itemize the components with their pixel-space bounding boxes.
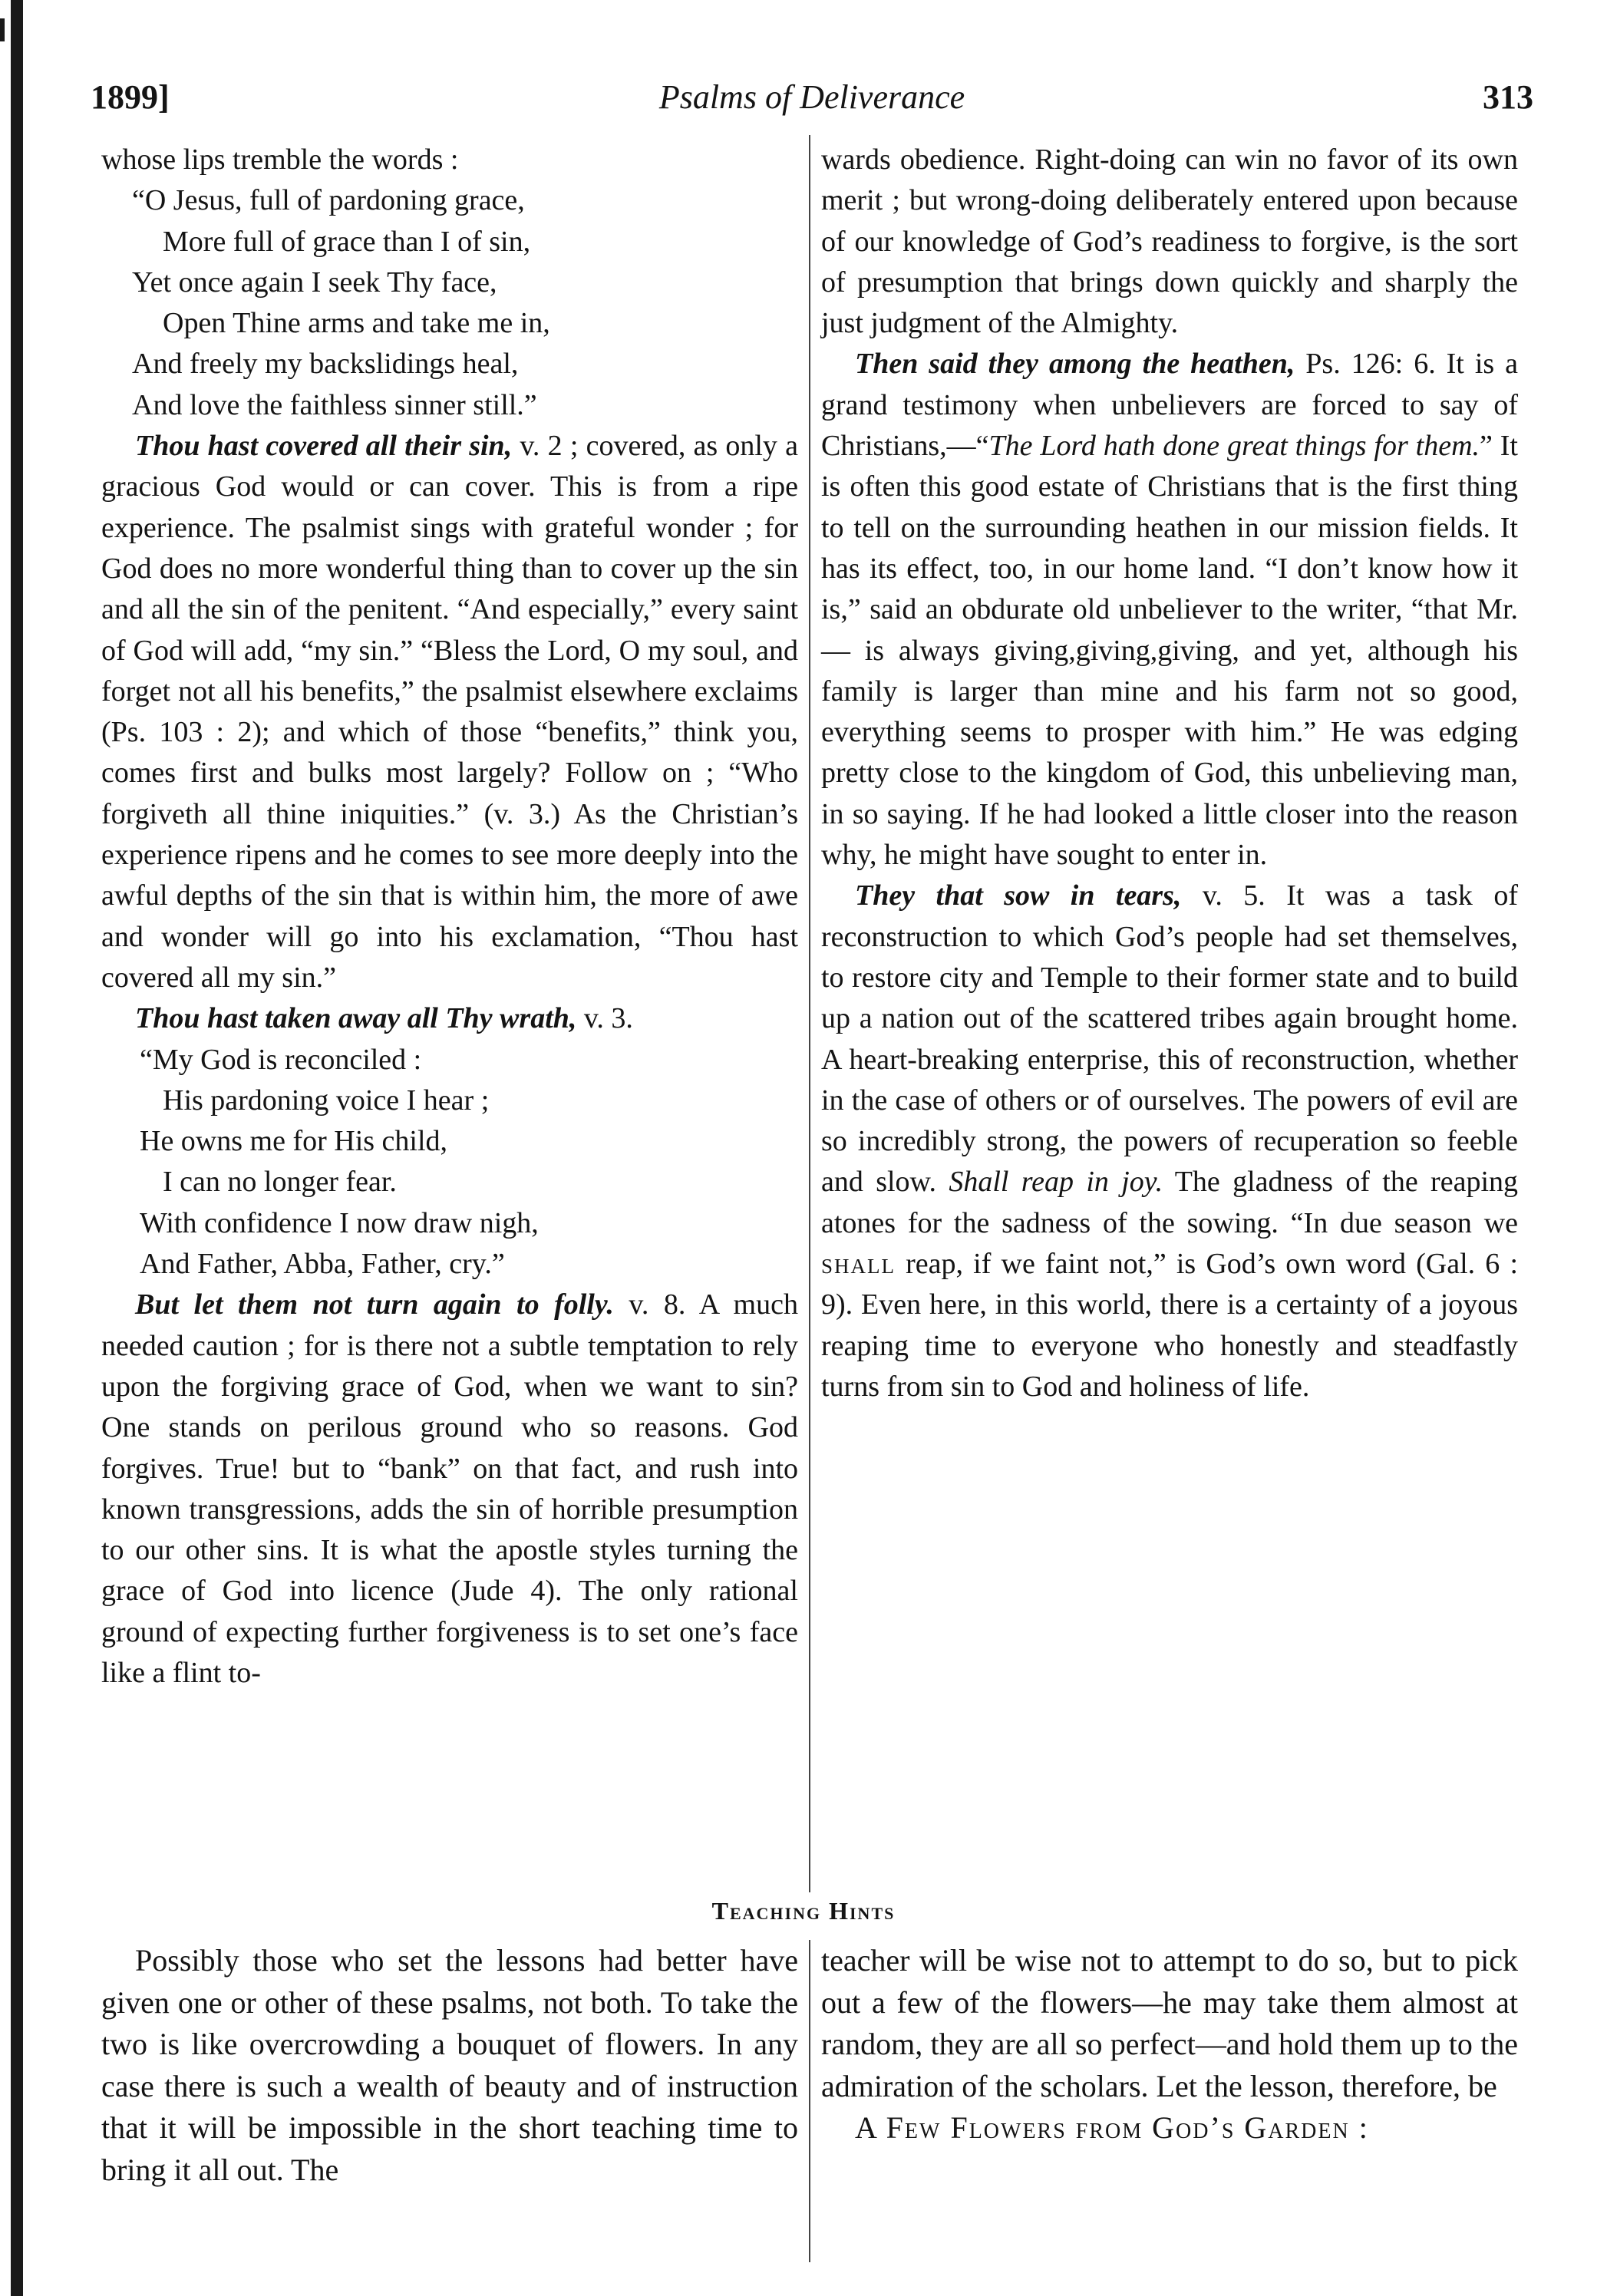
paragraph: [101, 998, 798, 1039]
quoted-text: The Lord hath done great things for them.: [988, 430, 1480, 463]
paragraph-text: v. 3.: [576, 1002, 633, 1035]
page-number: 313: [1483, 78, 1533, 116]
header-year: 1899]: [91, 78, 170, 116]
verse-line: And Father, Abba, Father, cry.”: [140, 1248, 505, 1281]
verse-reference: They that sow in tears,: [855, 879, 1182, 912]
verse-line: And freely my backslidings heal,: [132, 348, 519, 381]
subheading: A Few Flowers from God’s Garden :: [855, 2110, 1369, 2146]
paragraph: wards obedience. Right-doing can win no favor of its own merit ; but wrong-doing deliberately entered upon because of our knowledge of God’s readiness to forgive, is the sort of presumption that brings down quickly and sharply the just judgment of the Almighty.: [821, 144, 1518, 340]
verse-reference: Shall reap in joy.: [949, 1166, 1163, 1199]
section-heading: Teaching Hints: [711, 1897, 896, 1925]
column-right: [821, 140, 1518, 1407]
verse-reference: Then said they among the heathen,: [855, 348, 1295, 381]
verse-line: Yet once again I seek Thy face,: [132, 266, 497, 299]
paragraph: [101, 1285, 798, 1694]
running-header: [91, 71, 1533, 124]
paragraph-text: The gladness of the reaping atones for the sadness of the sowing. “In due season we: [821, 1166, 1518, 1239]
verse-line: I can no longer fear.: [163, 1166, 397, 1199]
verse-line: Open Thine arms and take me in,: [163, 307, 550, 340]
paragraph-text: ” It is often this good estate of Christians that is the first thing to tell on the surrounding heathen in our mission fields. It has its effect, too, in our home land. “I don’t know how it is,” said an obdurate old unbeliever to the writer, “that Mr. — is always giving,giving,giving, and yet, although his family is larger than mine and his farm not so good, everything seems to prosper with him.” He was edging pretty close to the kingdom of God, this unbelieving man, in so saying. If he had looked a little closer into the reason why, he might have sought to enter in.: [821, 430, 1518, 872]
paragraph: Possibly those who set the lessons had better have given one or other of these psalms, not both. To take the two is like overcrowding a bouquet of flowers. In any case there is such a wealth of beauty and of instruction that it will be impossible in the short teaching time to bring it all out. The: [101, 1943, 798, 2187]
verse-reference: Thou hast covered all their sin,: [135, 430, 513, 463]
verse-line: With confidence I now draw nigh,: [140, 1206, 539, 1239]
paragraph-text: v. 8. A much needed caution ; for is there not a subtle temptation to rely upon the forgiving grace of God, when we want to sin? One stands on perilous ground who so reasons. God forgives. True! but to “bank” on that fact, and rush into known transgressions, adds the sin of horrible presumption to our other sins. It is what the apostle styles turning the grace of God into licence (Jude 4). The only rational ground of expecting further forgiveness is to set one’s face like a flint to-: [101, 1288, 798, 1689]
paragraph-text: reap, if we faint not,” is God’s own word (Gal. 6 : 9). Even here, in this world, there is a certainty of a joyous reaping time to everyone who honestly and steadfastly turns from sin to God and holiness of life.: [821, 1248, 1518, 1403]
verse-reference: Thou hast taken away all Thy wrath,: [135, 1002, 577, 1035]
paragraph: teacher will be wise not to attempt to do so, but to pick out a few of the flowers—he may take them almost at random, they are all so perfect—and hold them up to the admiration of the scholars. Let the lesson, therefore, be: [821, 1943, 1518, 2103]
column-right-lower: [821, 1940, 1518, 2149]
column-rule: [809, 135, 810, 1892]
column-left-lower: [101, 1940, 798, 2192]
hymn-quote: [101, 180, 798, 426]
verse-line: “O Jesus, full of pardoning grace,: [132, 184, 525, 217]
paragraph: [101, 426, 798, 998]
paragraph-text: v. 5. It was a task of reconstruction to which God’s people had set themselves, to restore city and Temple to their former state and to build up a nation out of the scattered tribes again brought home. A heart-breaking enterprise, this of reconstruction, whether in the case of others or of ourselves. The powers of evil are so incredibly strong, the powers of recuperation so feeble and slow.: [821, 879, 1518, 1199]
hymn-quote: [101, 1040, 798, 1285]
verse-line: He owns me for His child,: [140, 1125, 448, 1158]
running-title: Psalms of Deliverance: [658, 78, 965, 116]
binding-edge: [11, 0, 23, 2296]
margin-mark: [0, 18, 5, 41]
paragraph-text: v. 2 ; covered, as only a gracious God would or can cover. This is from a ripe experience. The psalmist sings with grateful wonder ; for God does no more wonderful thing than to cover up the sin and all the sin of the penitent. “And especially,” every saint of God will add, “my sin.” “Bless the Lord, O my soul, and forget not all his benefits,” the psalmist elsewhere exclaims (Ps. 103 : 2); and which of those “benefits,” think you, comes first and bulks most largely? Follow on ; “Who forgiveth all thine iniquities.” (v. 3.) As the Christian’s experience ripens and he comes to see more deeply into the awful depths of the sin that is within him, the more of awe and wonder will go into his exclamation, “Thou hast covered all my sin.”: [101, 430, 799, 994]
paragraph: [821, 876, 1518, 1407]
column-rule: [809, 1940, 810, 2262]
verse-line: More full of grace than I of sin,: [163, 225, 531, 258]
column-left: [101, 140, 798, 1694]
verse-reference: But let them not turn again to folly.: [135, 1288, 614, 1321]
paragraph: [821, 344, 1518, 876]
verse-line: And love the faithless sinner still.”: [132, 388, 537, 421]
paragraph: whose lips tremble the words :: [101, 144, 459, 176]
paragraph-text: Ps. 126: 6. It is a grand testimony when unbelievers are forced to say of Christians,—“: [821, 348, 1518, 463]
verse-line: “My God is reconciled :: [140, 1043, 422, 1076]
verse-line: His pardoning voice I hear ;: [163, 1084, 490, 1117]
small-caps-word: shall: [821, 1248, 896, 1281]
